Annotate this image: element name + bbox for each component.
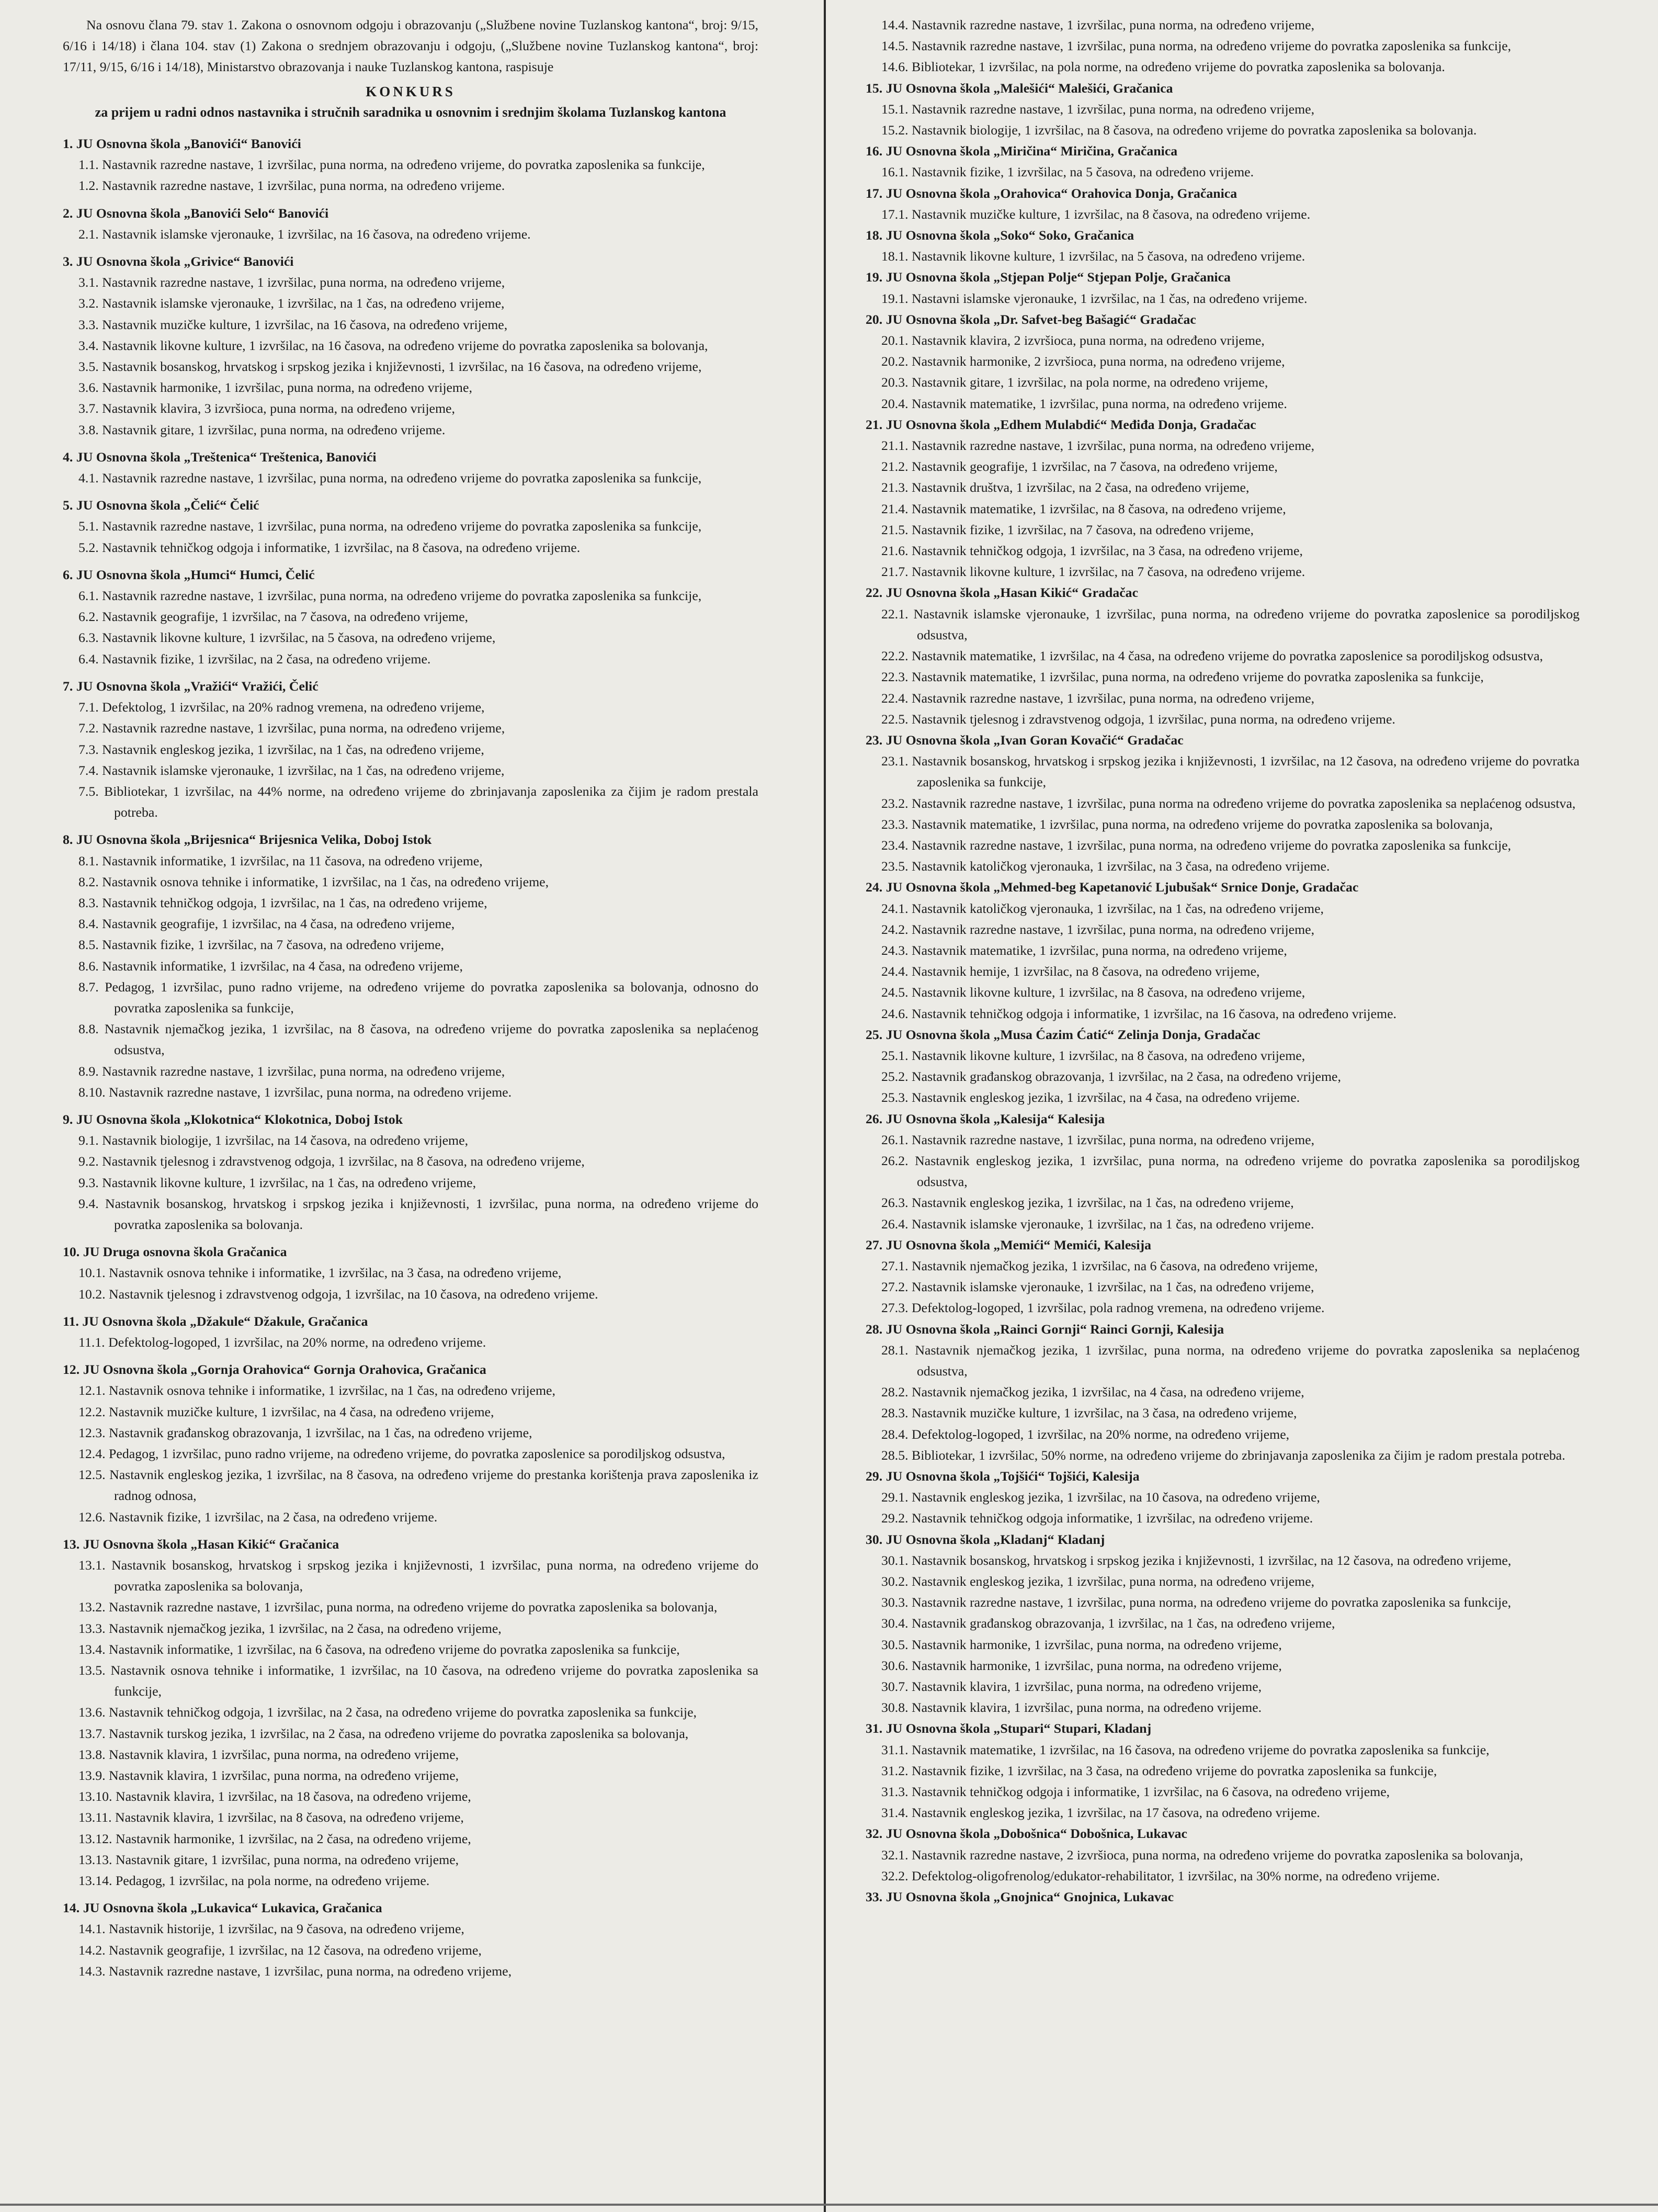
school-heading: 14. JU Osnovna škola „Lukavica“ Lukavica, Gračanica xyxy=(63,1900,382,1916)
position-item: 21.4. Nastavnik matematike, 1 izvršilac, na 8 časova, na određeno vrijeme, xyxy=(881,501,1286,516)
position-item: 14.1. Nastavnik historije, 1 izvršilac, na 9 časova, na određeno vrijeme, xyxy=(78,1921,464,1937)
left-column xyxy=(63,15,758,2202)
position-item: 13.5. Nastavnik osnova tehnike i informatike, 1 izvršilac, na 10 časova, na određeno vrijeme do povratka zaposlenika sa funkcije, xyxy=(78,1663,758,1699)
school-heading: 9. JU Osnovna škola „Klokotnica“ Klokotnica, Doboj Istok xyxy=(63,1111,403,1127)
position-item: 17.1. Nastavnik muzičke kulture, 1 izvršilac, na 8 časova, na određeno vrijeme. xyxy=(881,206,1311,222)
position-item: 23.1. Nastavnik bosanskog, hrvatskog i srpskog jezika i književnosti, 1 izvršilac, na 12 časova, na određeno vrijeme do povratka zaposlenika sa funkcije, xyxy=(881,753,1580,790)
school-heading: 24. JU Osnovna škola „Mehmed-beg Kapetanović Ljubušak“ Srnice Donje, Gradačac xyxy=(866,879,1359,895)
position-item: 31.2. Nastavnik fizike, 1 izvršilac, na 3 časa, na određeno vrijeme do povratka zaposlenika sa funkcije, xyxy=(881,1763,1437,1778)
school-heading: 12. JU Osnovna škola „Gornja Orahovica“ Gornja Orahovica, Gračanica xyxy=(63,1362,486,1378)
position-item: 30.7. Nastavnik klavira, 1 izvršilac, puna norma, na određeno vrijeme, xyxy=(881,1679,1262,1695)
school-heading: 25. JU Osnovna škola „Musa Ćazim Ćatić“ Zelinja Donja, Gradačac xyxy=(866,1026,1260,1042)
position-item: 30.3. Nastavnik razredne nastave, 1 izvršilac, puna norma, na određeno vrijeme do povratka zaposlenika sa funkcije, xyxy=(881,1595,1512,1610)
position-item: 23.5. Nastavnik katoličkog vjeronauka, 1 izvršilac, na 3 časa, na određeno vrijeme. xyxy=(881,859,1330,874)
position-item: 18.1. Nastavnik likovne kulture, 1 izvršilac, na 5 časova, na određeno vrijeme. xyxy=(881,249,1305,264)
school-heading: 18. JU Osnovna škola „Soko“ Soko, Gračanica xyxy=(866,228,1134,243)
position-item: 23.4. Nastavnik razredne nastave, 1 izvršilac, puna norma, na određeno vrijeme do povratka zaposlenika sa funkcije, xyxy=(881,837,1512,853)
position-item: 23.2. Nastavnik razredne nastave, 1 izvršilac, puna norma na određeno vrijeme do povratka zaposlenika sa neplaćenog odsustva, xyxy=(881,795,1576,811)
position-item: 14.3. Nastavnik razredne nastave, 1 izvršilac, puna norma, na određeno vrijeme, xyxy=(78,1963,512,1979)
position-item: 28.5. Bibliotekar, 1 izvršilac, 50% norme, na određeno vrijeme do zbrinjavanja zaposlenika za čijim je radom prestala potreba. xyxy=(881,1447,1565,1463)
position-item: 14.4. Nastavnik razredne nastave, 1 izvršilac, puna norma, na određeno vrijeme, xyxy=(881,17,1315,32)
school-heading: 10. JU Druga osnovna škola Gračanica xyxy=(63,1244,287,1260)
position-item: 2.1. Nastavnik islamske vjeronauke, 1 izvršilac, na 16 časova, na određeno vrijeme. xyxy=(78,226,531,242)
position-item: 24.4. Nastavnik hemije, 1 izvršilac, na 8 časova, na određeno vrijeme, xyxy=(881,964,1260,979)
position-item: 11.1. Defektolog-logoped, 1 izvršilac, na 20% norme, na određeno vrijeme. xyxy=(78,1334,486,1350)
position-item: 3.6. Nastavnik harmonike, 1 izvršilac, puna norma, na određeno vrijeme, xyxy=(78,380,472,396)
position-item: 8.5. Nastavnik fizike, 1 izvršilac, na 7 časova, na određeno vrijeme, xyxy=(78,937,445,953)
position-item: 13.12. Nastavnik harmonike, 1 izvršilac, na 2 časa, na određeno vrijeme, xyxy=(78,1831,471,1846)
school-heading: 4. JU Osnovna škola „Treštenica“ Treštenica, Banovići xyxy=(63,449,377,465)
position-item: 25.3. Nastavnik engleskog jezika, 1 izvršilac, na 4 časa, na određeno vrijeme. xyxy=(881,1090,1300,1105)
position-item: 13.14. Pedagog, 1 izvršilac, na pola norme, na određeno vrijeme. xyxy=(78,1873,430,1889)
position-item: 3.7. Nastavnik klavira, 3 izvršioca, puna norma, na određeno vrijeme, xyxy=(78,401,455,416)
position-item: 7.1. Defektolog, 1 izvršilac, na 20% radnog vremena, na određeno vrijeme, xyxy=(78,699,485,715)
position-item: 21.6. Nastavnik tehničkog odgoja, 1 izvršilac, na 3 časa, na određeno vrijeme, xyxy=(881,543,1303,559)
school-heading: 2. JU Osnovna škola „Banovići Selo“ Banovići xyxy=(63,205,329,221)
school-heading: 30. JU Osnovna škola „Kladanj“ Kladanj xyxy=(866,1531,1105,1547)
position-item: 22.2. Nastavnik matematike, 1 izvršilac, na 4 časa, na određeno vrijeme do povratka zaposlenice sa porodiljskog odsustva, xyxy=(881,648,1543,664)
position-item: 10.2. Nastavnik tjelesnog i zdravstvenog odgoja, 1 izvršilac, na 10 časova, na određeno vrijeme. xyxy=(78,1286,598,1302)
position-item: 7.2. Nastavnik razredne nastave, 1 izvršilac, puna norma, na određeno vrijeme, xyxy=(78,720,505,736)
konkurs-title: KONKURS xyxy=(366,83,456,99)
position-item: 31.1. Nastavnik matematike, 1 izvršilac, na 16 časova, na određeno vrijeme do povratka zaposlenika sa funkcije, xyxy=(881,1742,1490,1757)
school-heading: 26. JU Osnovna škola „Kalesija“ Kalesija xyxy=(866,1111,1105,1126)
position-item: 30.8. Nastavnik klavira, 1 izvršilac, puna norma, na određeno vrijeme. xyxy=(881,1700,1262,1716)
position-item: 1.2. Nastavnik razredne nastave, 1 izvršilac, puna norma, na određeno vrijeme. xyxy=(78,178,505,194)
position-item: 27.1. Nastavnik njemačkog jezika, 1 izvršilac, na 6 časova, na određeno vrijeme, xyxy=(881,1258,1318,1273)
position-item: 20.1. Nastavnik klavira, 2 izvršioca, puna norma, na određeno vrijeme, xyxy=(881,333,1265,348)
position-item: 9.1. Nastavnik biologije, 1 izvršilac, na 14 časova, na određeno vrijeme, xyxy=(78,1133,469,1148)
position-item: 13.3. Nastavnik njemačkog jezika, 1 izvršilac, na 2 časa, na određeno vrijeme, xyxy=(78,1620,502,1636)
position-item: 16.1. Nastavnik fizike, 1 izvršilac, na 5 časova, na određeno vrijeme. xyxy=(881,164,1254,180)
position-item: 9.3. Nastavnik likovne kulture, 1 izvršilac, na 1 čas, na određeno vrijeme, xyxy=(78,1175,476,1190)
position-item: 27.3. Defektolog-logoped, 1 izvršilac, pola radnog vremena, na određeno vrijeme. xyxy=(881,1300,1325,1316)
school-heading: 29. JU Osnovna škola „Tojšići“ Tojšići, Kalesija xyxy=(866,1469,1140,1484)
position-item: 29.1. Nastavnik engleskog jezika, 1 izvršilac, na 10 časova, na određeno vrijeme, xyxy=(881,1489,1320,1505)
position-item: 6.3. Nastavnik likovne kulture, 1 izvršilac, na 5 časova, na određeno vrijeme, xyxy=(78,630,496,646)
school-heading: 27. JU Osnovna škola „Memići“ Memići, Kalesija xyxy=(866,1237,1151,1252)
position-item: 25.1. Nastavnik likovne kulture, 1 izvršilac, na 8 časova, na određeno vrijeme, xyxy=(881,1047,1305,1063)
position-item: 30.5. Nastavnik harmonike, 1 izvršilac, puna norma, na određeno vrijeme, xyxy=(881,1637,1282,1652)
school-heading: 11. JU Osnovna škola „Džakule“ Džakule, Gračanica xyxy=(63,1313,368,1329)
position-item: 3.2. Nastavnik islamske vjeronauke, 1 izvršilac, na 1 čas, na određeno vrijeme, xyxy=(78,296,505,311)
school-heading: 22. JU Osnovna škola „Hasan Kikić“ Gradačac xyxy=(866,585,1139,601)
position-item: 20.3. Nastavnik gitare, 1 izvršilac, na pola norme, na određeno vrijeme, xyxy=(881,375,1268,390)
school-heading: 8. JU Osnovna škola „Brijesnica“ Brijesnica Velika, Doboj Istok xyxy=(63,832,432,848)
position-item: 8.9. Nastavnik razredne nastave, 1 izvršilac, puna norma, na određeno vrijeme, xyxy=(78,1063,505,1079)
position-item: 4.1. Nastavnik razredne nastave, 1 izvršilac, puna norma, na određeno vrijeme do povratka zaposlenika sa funkcije, xyxy=(78,470,702,486)
position-item: 13.6. Nastavnik tehničkog odgoja, 1 izvršilac, na 2 časa, na određeno vrijeme do povratka zaposlenika sa funkcije, xyxy=(78,1705,697,1720)
school-heading: 6. JU Osnovna škola „Humci“ Humci, Čelić xyxy=(63,567,315,582)
position-item: 27.2. Nastavnik islamske vjeronauke, 1 izvršilac, na 1 čas, na određeno vrijeme, xyxy=(881,1279,1314,1295)
position-item: 22.1. Nastavnik islamske vjeronauke, 1 izvršilac, puna norma, na određeno vrijeme do povratka zaposlenice sa porodiljskog odsustva, xyxy=(881,606,1580,642)
position-item: 3.8. Nastavnik gitare, 1 izvršilac, puna norma, na određeno vrijeme. xyxy=(78,422,446,437)
position-item: 26.1. Nastavnik razredne nastave, 1 izvršilac, puna norma, na određeno vrijeme, xyxy=(881,1132,1315,1147)
position-item: 12.3. Nastavnik građanskog obrazovanja, 1 izvršilac, na 1 čas, na određeno vrijeme, xyxy=(78,1425,532,1440)
position-item: 29.2. Nastavnik tehničkog odgoja informatike, 1 izvršilac, na određeno vrijeme. xyxy=(881,1510,1313,1526)
school-heading: 16. JU Osnovna škola „Miričina“ Miričina, Gračanica xyxy=(866,143,1178,159)
position-item: 13.4. Nastavnik informatike, 1 izvršilac, na 6 časova, na određeno vrijeme do povratka zaposlenika sa funkcije, xyxy=(78,1641,680,1657)
position-item: 28.1. Nastavnik njemačkog jezika, 1 izvršilac, puna norma, na određeno vrijeme do povratka zaposlenika sa neplaćenog odsustva, xyxy=(881,1342,1580,1379)
position-item: 21.5. Nastavnik fizike, 1 izvršilac, na 7 časova, na određeno vrijeme, xyxy=(881,522,1254,537)
position-item: 21.2. Nastavnik geografije, 1 izvršilac, na 7 časova, na određeno vrijeme, xyxy=(881,459,1278,475)
position-item: 24.6. Nastavnik tehničkog odgoja i informatike, 1 izvršilac, na 16 časova, na određeno vrijeme. xyxy=(881,1006,1397,1021)
position-item: 7.5. Bibliotekar, 1 izvršilac, na 44% norme, na određeno vrijeme do zbrinjavanja zaposlenika za čijim je radom prestala potreba. xyxy=(78,783,758,820)
position-item: 30.1. Nastavnik bosanskog, hrvatskog i srpskog jezika i književnosti, 1 izvršilac, na 12 časova, na određeno vrijeme, xyxy=(881,1552,1512,1568)
position-item: 7.4. Nastavnik islamske vjeronauke, 1 izvršilac, na 1 čas, na određeno vrijeme, xyxy=(78,762,505,778)
position-item: 20.2. Nastavnik harmonike, 2 izvršioca, puna norma, na određeno vrijeme, xyxy=(881,354,1285,369)
school-heading: 13. JU Osnovna škola „Hasan Kikić“ Gračanica xyxy=(63,1536,339,1552)
position-item: 30.4. Nastavnik građanskog obrazovanja, 1 izvršilac, na 1 čas, na određeno vrijeme, xyxy=(881,1616,1335,1631)
school-heading: 15. JU Osnovna škola „Malešići“ Malešići, Gračanica xyxy=(866,80,1173,96)
position-item: 21.7. Nastavnik likovne kulture, 1 izvršilac, na 7 časova, na određeno vrijeme. xyxy=(881,564,1305,580)
position-item: 19.1. Nastavni islamske vjeronauke, 1 izvršilac, na 1 čas, na određeno vrijeme. xyxy=(881,290,1308,306)
position-item: 13.7. Nastavnik turskog jezika, 1 izvršilac, na 2 časa, na određeno vrijeme do povratka zaposlenika sa bolovanja, xyxy=(78,1725,689,1741)
position-item: 21.1. Nastavnik razredne nastave, 1 izvršilac, puna norma, na određeno vrijeme, xyxy=(881,438,1315,454)
position-item: 13.2. Nastavnik razredne nastave, 1 izvršilac, puna norma, na određeno vrijeme do povratka zaposlenika sa bolovanja, xyxy=(78,1599,718,1615)
position-item: 13.8. Nastavnik klavira, 1 izvršilac, puna norma, na određeno vrijeme, xyxy=(78,1746,459,1762)
position-item: 8.2. Nastavnik osnova tehnike i informatike, 1 izvršilac, na 1 čas, na određeno vrijeme, xyxy=(78,874,549,889)
position-item: 6.4. Nastavnik fizike, 1 izvršilac, na 2 časa, na određeno vrijeme. xyxy=(78,651,431,667)
position-item: 7.3. Nastavnik engleskog jezika, 1 izvršilac, na 1 čas, na određeno vrijeme, xyxy=(78,741,484,757)
right-column xyxy=(866,15,1580,2202)
position-item: 26.3. Nastavnik engleskog jezika, 1 izvršilac, na 1 čas, na određeno vrijeme, xyxy=(881,1195,1294,1211)
position-item: 24.1. Nastavnik katoličkog vjeronauka, 1 izvršilac, na 1 čas, na određeno vrijeme, xyxy=(881,900,1324,916)
position-item: 15.2. Nastavnik biologije, 1 izvršilac, na 8 časova, na određeno vrijeme do povratka zaposlenika sa bolovanja. xyxy=(881,122,1477,138)
position-item: 25.2. Nastavnik građanskog obrazovanja, 1 izvršilac, na 2 časa, na određeno vrijeme, xyxy=(881,1069,1341,1085)
right-school-list xyxy=(866,15,1580,1908)
position-item: 26.4. Nastavnik islamske vjeronauke, 1 izvršilac, na 1 čas, na određeno vrijeme. xyxy=(881,1216,1314,1232)
position-item: 21.3. Nastavnik društva, 1 izvršilac, na 2 časa, na određeno vrijeme, xyxy=(881,480,1250,495)
position-item: 22.3. Nastavnik matematike, 1 izvršilac, puna norma, na određeno vrijeme do povratka zaposlenika sa funkcije, xyxy=(881,669,1484,685)
position-item: 5.1. Nastavnik razredne nastave, 1 izvršilac, puna norma, na određeno vrijeme do povratka zaposlenika sa funkcije, xyxy=(78,518,702,534)
position-item: 14.2. Nastavnik geografije, 1 izvršilac, na 12 časova, na određeno vrijeme, xyxy=(78,1942,482,1958)
school-heading: 32. JU Osnovna škola „Dobošnica“ Dobošnica, Lukavac xyxy=(866,1826,1187,1842)
position-item: 26.2. Nastavnik engleskog jezika, 1 izvršilac, puna norma, na određeno vrijeme do povratka zaposlenika sa porodiljskog odsustva, xyxy=(881,1153,1580,1190)
position-item: 8.1. Nastavnik informatike, 1 izvršilac, na 11 časova, na određeno vrijeme, xyxy=(78,853,483,868)
position-item: 1.1. Nastavnik razredne nastave, 1 izvršilac, puna norma, na određeno vrijeme, do povratka zaposlenika sa funkcije, xyxy=(78,157,705,173)
page-bottom-rule xyxy=(0,2204,1658,2206)
intro-paragraph: Na osnovu člana 79. stav 1. Zakona o osnovnom odgoju i obrazovanju („Službene novine Tuzlanskog kantona“, broj: 9/15, 6/16 i 14/18) i člana 104. stav (1) Zakona o srednjem obrazovanju i odgoju, („Službene novine Tuzlanskog kantona“, broj: 17/11, 9/15, 6/16 i 14/18), Ministarstvo obrazovanja i nauke Tuzlanskog kantona, raspisuje xyxy=(63,17,758,75)
position-item: 15.1. Nastavnik razredne nastave, 1 izvršilac, puna norma, na određeno vrijeme, xyxy=(881,101,1315,117)
position-item: 14.6. Bibliotekar, 1 izvršilac, na pola norme, na određeno vrijeme do povratka zaposlenika sa bolovanja. xyxy=(881,59,1445,75)
position-item: 13.9. Nastavnik klavira, 1 izvršilac, puna norma, na određeno vrijeme, xyxy=(78,1768,459,1784)
position-item: 24.5. Nastavnik likovne kulture, 1 izvršilac, na 8 časova, na određeno vrijeme, xyxy=(881,985,1305,1000)
left-school-list xyxy=(63,133,758,1982)
school-heading: 19. JU Osnovna škola „Stjepan Polje“ Stjepan Polje, Gračanica xyxy=(866,269,1231,285)
position-item: 31.3. Nastavnik tehničkog odgoja i informatike, 1 izvršilac, na 6 časova, na određeno vrijeme, xyxy=(881,1784,1390,1800)
position-item: 23.3. Nastavnik matematike, 1 izvršilac, puna norma, na određeno vrijeme do povratka zaposlenika sa bolovanja, xyxy=(881,816,1493,832)
position-item: 8.4. Nastavnik geografije, 1 izvršilac, na 4 časa, na određeno vrijeme, xyxy=(78,916,455,932)
position-item: 8.7. Pedagog, 1 izvršilac, puno radno vrijeme, na određeno vrijeme do povratka zaposlenika sa bolovanja, odnosno do povratka zaposlenika sa funkcije, xyxy=(78,979,758,1015)
position-item: 24.2. Nastavnik razredne nastave, 1 izvršilac, puna norma, na određeno vrijeme, xyxy=(881,921,1315,937)
position-item: 28.4. Defektolog-logoped, 1 izvršilac, na 20% norme, na određeno vrijeme, xyxy=(881,1426,1290,1442)
school-heading: 33. JU Osnovna škola „Gnojnica“ Gnojnica, Lukavac xyxy=(866,1889,1174,1905)
position-item: 28.2. Nastavnik njemačkog jezika, 1 izvršilac, na 4 časa, na određeno vrijeme, xyxy=(881,1384,1304,1400)
position-item: 12.1. Nastavnik osnova tehnike i informatike, 1 izvršilac, na 1 čas, na određeno vrijeme, xyxy=(78,1383,555,1398)
position-item: 12.5. Nastavnik engleskog jezika, 1 izvršilac, na 8 časova, na određeno vrijeme do prestanka korištenja prava zaposlenika iz radnog odnosa, xyxy=(78,1467,758,1504)
school-heading: 21. JU Osnovna škola „Edhem Mulabdić“ Međiđa Donja, Gradačac xyxy=(866,416,1256,432)
school-heading: 17. JU Osnovna škola „Orahovica“ Orahovica Donja, Gračanica xyxy=(866,185,1237,201)
position-item: 12.6. Nastavnik fizike, 1 izvršilac, na 2 časa, na određeno vrijeme. xyxy=(78,1509,438,1525)
position-item: 3.1. Nastavnik razredne nastave, 1 izvršilac, puna norma, na određeno vrijeme, xyxy=(78,275,505,290)
position-item: 24.3. Nastavnik matematike, 1 izvršilac, puna norma, na određeno vrijeme, xyxy=(881,942,1287,958)
column-divider xyxy=(824,0,826,2212)
position-item: 13.13. Nastavnik gitare, 1 izvršilac, puna norma, na određeno vrijeme, xyxy=(78,1852,459,1867)
position-item: 9.2. Nastavnik tjelesnog i zdravstvenog odgoja, 1 izvršilac, na 8 časova, na određeno vrijeme, xyxy=(78,1154,585,1169)
position-item: 8.8. Nastavnik njemačkog jezika, 1 izvršilac, na 8 časova, na određeno vrijeme do povratka zaposlenika sa neplaćenog odsustva, xyxy=(78,1021,758,1058)
school-heading: 7. JU Osnovna škola „Vražići“ Vražići, Čelić xyxy=(63,678,319,694)
position-item: 8.3. Nastavnik tehničkog odgoja, 1 izvršilac, na 1 čas, na određeno vrijeme, xyxy=(78,895,487,910)
position-item: 10.1. Nastavnik osnova tehnike i informatike, 1 izvršilac, na 3 časa, na određeno vrijeme, xyxy=(78,1265,562,1281)
position-item: 32.1. Nastavnik razredne nastave, 2 izvršioca, puna norma, na određeno vrijeme do povratka zaposlenika sa bolovanja, xyxy=(881,1847,1524,1863)
position-item: 3.5. Nastavnik bosanskog, hrvatskog i srpskog jezika i književnosti, 1 izvršilac, na 16 časova, na određeno vrijeme, xyxy=(78,359,702,375)
position-item: 6.1. Nastavnik razredne nastave, 1 izvršilac, puna norma, na određeno vrijeme do povratka zaposlenika sa funkcije, xyxy=(78,588,702,604)
position-item: 13.1. Nastavnik bosanskog, hrvatskog i srpskog jezika i književnosti, 1 izvršilac, puna norma, na određeno vrijeme do povratka zaposlenika sa bolovanja, xyxy=(78,1558,758,1594)
school-heading: 31. JU Osnovna škola „Stupari“ Stupari, Kladanj xyxy=(866,1721,1152,1736)
school-heading: 28. JU Osnovna škola „Rainci Gornji“ Rainci Gornji, Kalesija xyxy=(866,1321,1224,1337)
position-item: 3.4. Nastavnik likovne kulture, 1 izvršilac, na 16 časova, na određeno vrijeme do povratka zaposlenika sa bolovanja, xyxy=(78,337,708,353)
school-heading: 20. JU Osnovna škola „Dr. Safvet-beg Bašagić“ Gradačac xyxy=(866,311,1196,327)
position-item: 3.3. Nastavnik muzičke kulture, 1 izvršilac, na 16 časova, na određeno vrijeme, xyxy=(78,317,508,332)
position-item: 12.2. Nastavnik muzičke kulture, 1 izvršilac, na 4 časa, na određeno vrijeme, xyxy=(78,1404,494,1419)
position-item: 30.2. Nastavnik engleskog jezika, 1 izvršilac, puna norma, na određeno vrijeme, xyxy=(881,1574,1315,1589)
position-item: 5.2. Nastavnik tehničkog odgoja i informatike, 1 izvršilac, na 8 časova, na određeno vrijeme. xyxy=(78,539,581,555)
position-item: 22.4. Nastavnik razredne nastave, 1 izvršilac, puna norma, na određeno vrijeme, xyxy=(881,690,1315,706)
school-heading: 3. JU Osnovna škola „Grivice“ Banovići xyxy=(63,254,294,269)
school-heading: 5. JU Osnovna škola „Čelić“ Čelić xyxy=(63,498,259,513)
position-item: 8.6. Nastavnik informatike, 1 izvršilac, na 4 časa, na određeno vrijeme, xyxy=(78,958,463,974)
position-item: 12.4. Pedagog, 1 izvršilac, puno radno vrijeme, na određeno vrijeme, do povratka zaposlenice sa porodiljskog odsustva, xyxy=(78,1446,725,1461)
position-item: 14.5. Nastavnik razredne nastave, 1 izvršilac, puna norma, na određeno vrijeme do povratka zaposlenika sa funkcije, xyxy=(881,38,1512,54)
position-item: 22.5. Nastavnik tjelesnog i zdravstvenog odgoja, 1 izvršilac, puna norma, na određeno vrijeme. xyxy=(881,711,1395,727)
position-item: 6.2. Nastavnik geografije, 1 izvršilac, na 7 časova, na određeno vrijeme, xyxy=(78,609,468,625)
school-heading: 1. JU Osnovna škola „Banovići“ Banovići xyxy=(63,136,301,152)
position-item: 28.3. Nastavnik muzičke kulture, 1 izvršilac, na 3 časa, na određeno vrijeme, xyxy=(881,1405,1297,1421)
position-item: 9.4. Nastavnik bosanskog, hrvatskog i srpskog jezika i književnosti, 1 izvršilac, puna norma, na određeno vrijeme do povratka zaposlenika sa bolovanja. xyxy=(78,1195,758,1232)
position-item: 30.6. Nastavnik harmonike, 1 izvršilac, puna norma, na određeno vrijeme, xyxy=(881,1657,1282,1673)
position-item: 13.10. Nastavnik klavira, 1 izvršilac, na 18 časova, na određeno vrijeme, xyxy=(78,1789,471,1804)
position-item: 31.4. Nastavnik engleskog jezika, 1 izvršilac, na 17 časova, na određeno vrijeme. xyxy=(881,1805,1320,1821)
konkurs-subtitle: za prijem u radni odnos nastavnika i stručnih saradnika u osnovnim i srednjim školama Tuzlanskog kantona xyxy=(95,104,726,120)
position-item: 20.4. Nastavnik matematike, 1 izvršilac, puna norma, na određeno vrijeme. xyxy=(881,396,1287,411)
position-item: 32.2. Defektolog-oligofrenolog/edukator-rehabilitator, 1 izvršilac, na 30% norme, na određeno vrijeme. xyxy=(881,1868,1440,1883)
position-item: 13.11. Nastavnik klavira, 1 izvršilac, na 8 časova, na određeno vrijeme, xyxy=(78,1810,464,1825)
school-heading: 23. JU Osnovna škola „Ivan Goran Kovačić“ Gradačac xyxy=(866,732,1184,748)
position-item: 8.10. Nastavnik razredne nastave, 1 izvršilac, puna norma, na određeno vrijeme. xyxy=(78,1084,512,1100)
